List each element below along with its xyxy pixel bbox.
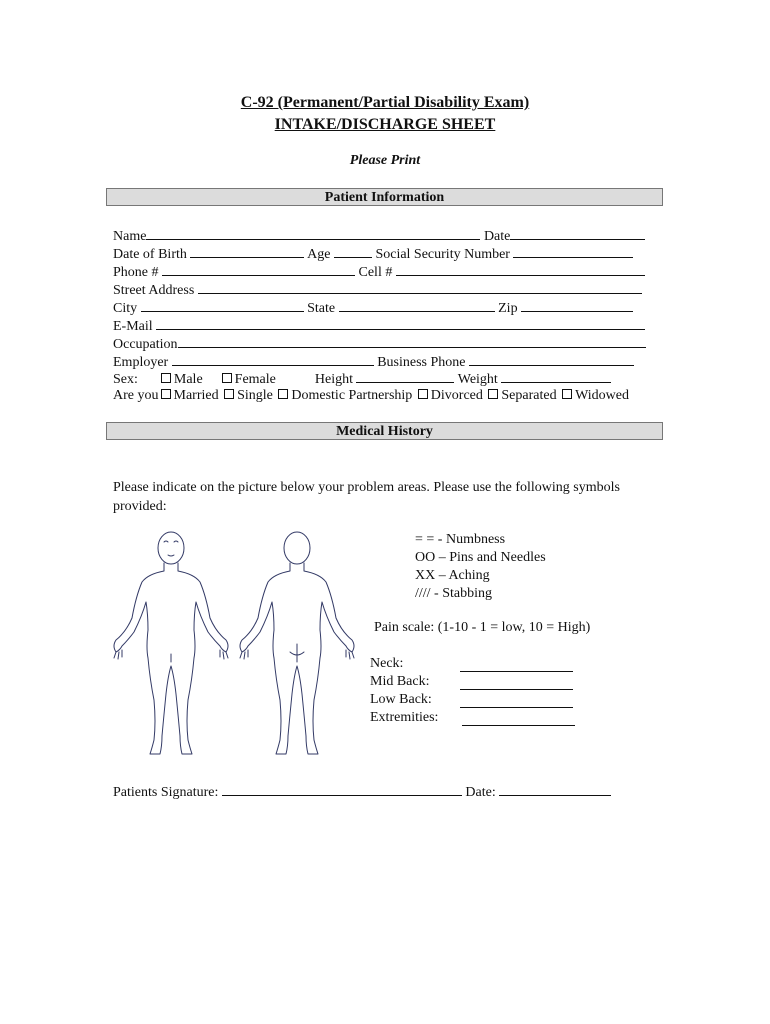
city-field[interactable]: [141, 298, 304, 312]
extremities-label: Extremities:: [370, 710, 439, 725]
ssn-field[interactable]: [513, 244, 633, 258]
marital-label: Are you: [113, 388, 159, 403]
low-back-field[interactable]: [460, 706, 573, 708]
print-instruction: Please Print: [349, 153, 421, 168]
date-field[interactable]: [510, 226, 645, 240]
weight-label: Weight: [457, 372, 498, 387]
domestic-partnership-checkbox[interactable]: [278, 389, 288, 399]
employer-label: Employer: [113, 355, 169, 370]
business-phone-label: Business Phone: [377, 355, 466, 370]
signature-date-field[interactable]: [499, 782, 611, 796]
medical-history-header: Medical History: [106, 422, 663, 440]
height-label: Height: [314, 372, 353, 387]
name-field[interactable]: [146, 226, 480, 240]
pain-scale: Pain scale: (1-10 - 1 = low, 10 = High): [374, 620, 591, 635]
age-field[interactable]: [334, 244, 372, 258]
dob-field[interactable]: [190, 244, 304, 258]
symbol-pins-needles: OO – Pins and Needles: [415, 550, 546, 565]
zip-field[interactable]: [521, 298, 633, 312]
single-label: Single: [237, 388, 273, 403]
marital-row: [113, 387, 629, 405]
name-row: [113, 226, 645, 244]
front-body-figure: [114, 532, 228, 754]
street-label: Street Address: [113, 283, 195, 298]
male-checkbox[interactable]: [161, 373, 171, 383]
signature-row: [113, 782, 611, 800]
phone-label: Phone #: [113, 265, 159, 280]
mid-back-label: Mid Back:: [370, 674, 430, 689]
email-field[interactable]: [156, 316, 645, 330]
sex-label: Sex:: [113, 372, 138, 387]
divorced-checkbox[interactable]: [418, 389, 428, 399]
email-row: [113, 316, 645, 334]
separated-checkbox[interactable]: [488, 389, 498, 399]
form-subtitle: INTAKE/DISCHARGE SHEET: [274, 116, 496, 133]
mid-back-field[interactable]: [460, 688, 573, 690]
body-diagram[interactable]: [108, 526, 360, 766]
female-checkbox[interactable]: [222, 373, 232, 383]
phone-row: [113, 262, 645, 280]
neck-label: Neck:: [370, 656, 404, 671]
employer-field[interactable]: [172, 352, 374, 366]
zip-label: Zip: [498, 301, 518, 316]
separated-label: Separated: [501, 388, 557, 403]
female-label: Female: [234, 372, 276, 387]
state-field[interactable]: [339, 298, 495, 312]
state-label: State: [307, 301, 336, 316]
name-label: Name: [113, 229, 147, 244]
married-checkbox[interactable]: [161, 389, 171, 399]
symbol-stabbing: //// - Stabbing: [415, 586, 492, 601]
cell-label: Cell #: [358, 265, 393, 280]
height-field[interactable]: [356, 369, 454, 383]
married-label: Married: [173, 388, 219, 403]
city-row: [113, 298, 633, 316]
neck-field[interactable]: [460, 670, 573, 672]
symbol-aching: XX – Aching: [415, 568, 490, 583]
age-label: Age: [307, 247, 331, 262]
signature-field[interactable]: [222, 782, 462, 796]
email-label: E-Mail: [113, 319, 153, 334]
sex-row: [113, 369, 611, 387]
street-field[interactable]: [198, 280, 642, 294]
male-label: Male: [173, 372, 203, 387]
low-back-label: Low Back:: [370, 692, 432, 707]
medical-instructions: Please indicate on the picture below your problem areas. Please use the following symbols provided:: [113, 480, 620, 514]
signature-date-label: Date:: [465, 785, 496, 800]
employer-row: [113, 352, 634, 370]
patient-info-header: Patient Information: [106, 188, 663, 206]
occupation-row: [113, 334, 646, 352]
cell-field[interactable]: [396, 262, 645, 276]
city-label: City: [113, 301, 138, 316]
occupation-field[interactable]: [178, 334, 646, 348]
dob-label: Date of Birth: [113, 247, 187, 262]
date-label: Date: [483, 229, 511, 244]
business-phone-field[interactable]: [469, 352, 634, 366]
back-body-figure: [240, 532, 354, 754]
ssn-label: Social Security Number: [375, 247, 510, 262]
phone-field[interactable]: [162, 262, 355, 276]
occupation-label: Occupation: [113, 337, 178, 352]
widowed-checkbox[interactable]: [562, 389, 572, 399]
extremities-field[interactable]: [462, 724, 575, 726]
domestic-partnership-label: Domestic Partnership: [291, 388, 413, 403]
symbol-numbness: = = - Numbness: [415, 532, 506, 547]
widowed-label: Widowed: [575, 388, 629, 403]
street-row: [113, 280, 642, 298]
signature-label: Patients Signature:: [113, 785, 219, 800]
form-title: C-92 (Permanent/Partial Disability Exam): [240, 94, 530, 111]
single-checkbox[interactable]: [224, 389, 234, 399]
dob-row: [113, 244, 633, 262]
divorced-label: Divorced: [430, 388, 483, 403]
weight-field[interactable]: [501, 369, 611, 383]
